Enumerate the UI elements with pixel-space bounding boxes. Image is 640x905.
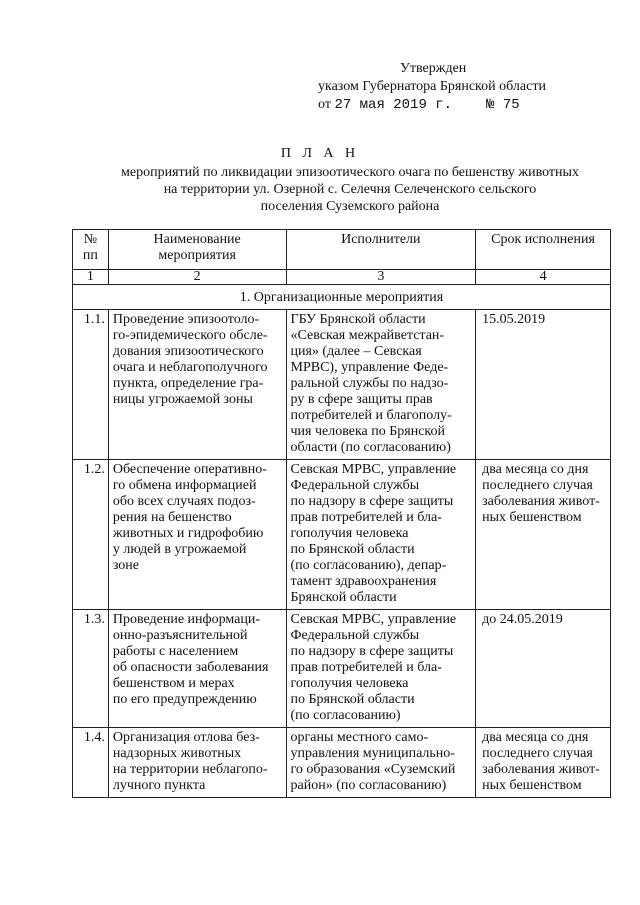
row-deadline — [476, 728, 611, 798]
approval-authority: указом Губернатора Брянской области — [318, 79, 546, 94]
table-row — [73, 310, 611, 460]
header-name-line: Наименование — [153, 232, 241, 247]
row-executors-line: чия человека по Брянской — [290, 424, 446, 439]
row-executors-line: МРВС), управление Феде- — [290, 360, 449, 375]
table-row — [73, 728, 611, 798]
header-deadline-line: Срок исполнения — [491, 232, 595, 247]
row-deadline-line: последнего случая — [482, 478, 593, 493]
header-executors — [286, 230, 476, 270]
row-executors-line: Федеральной службы — [290, 628, 420, 643]
row-name-line: об опасности заболевания — [112, 660, 269, 675]
header-name-line: мероприятия — [158, 248, 236, 263]
row-executors-line: «Севская межрайветстан- — [290, 328, 445, 343]
row-name — [108, 310, 286, 460]
row-deadline-line: 15.05.2019 — [482, 312, 546, 327]
column-index: 2 — [108, 270, 286, 285]
row-name-line: бешенством и мерах — [112, 676, 235, 691]
row-name-line: зоне — [112, 558, 139, 573]
row-deadline — [476, 460, 611, 610]
row-executors-line: (по согласованию) — [290, 708, 401, 723]
subtitle-line: мероприятий по ликвидации эпизоотического очага по бешенству животных — [121, 165, 579, 180]
row-name-line: работы с населением — [112, 644, 239, 659]
row-executors-line: по Брянской области — [290, 542, 415, 557]
row-deadline-line: последнего случая — [482, 746, 593, 761]
row-executors-line: гополучия человека — [290, 676, 409, 691]
section-row — [73, 285, 611, 310]
table-body — [73, 310, 611, 798]
row-name-line: Организация отлова без- — [112, 730, 260, 745]
row-name-line: го обмена информацией — [112, 478, 257, 493]
row-executors — [286, 310, 476, 460]
row-executors-line: по Брянской области — [290, 692, 415, 707]
column-index: 4 — [476, 270, 611, 285]
row-executors-line: го образования «Суземский — [290, 762, 456, 777]
row-executors — [286, 728, 476, 798]
row-executors-line: ру в сфере защиты прав — [290, 392, 433, 407]
row-executors-line: район» (по согласованию) — [290, 778, 447, 793]
row-executors-line: гополучия человека — [290, 526, 409, 541]
row-executors-line: потребителей и благополу- — [290, 408, 452, 423]
row-num: 1.2. — [73, 460, 109, 610]
row-name-line: пункта, определение гра- — [112, 376, 264, 391]
row-name-line: обо всех случаях подоз- — [112, 494, 256, 509]
row-executors-line: органы местного само- — [290, 730, 429, 745]
row-name — [108, 728, 286, 798]
row-executors-line: по надзору в сфере защиты — [290, 644, 454, 659]
approval-block — [318, 60, 546, 114]
section-title: 1. Организационные мероприятия — [73, 285, 611, 310]
header-deadline — [476, 230, 611, 270]
row-num: 1.1. — [73, 310, 109, 460]
row-name-line: очага и неблагополучного — [112, 360, 268, 375]
row-deadline-line: заболевания живот- — [482, 494, 600, 509]
column-index-row — [73, 270, 611, 285]
table-row — [73, 610, 611, 728]
row-name-line: на территории неблагопо- — [112, 762, 268, 777]
row-name — [108, 460, 286, 610]
row-deadline-line: заболевания живот- — [482, 762, 600, 777]
row-executors-line: тамент здравоохранения — [290, 574, 437, 589]
row-executors-line: управления муниципально- — [290, 746, 455, 761]
row-executors-line: области (по согласованию) — [290, 440, 451, 455]
row-deadline-line: до 24.05.2019 — [482, 612, 563, 627]
row-executors-line: по надзору в сфере защиты — [290, 494, 454, 509]
plan-table — [72, 229, 611, 798]
row-executors — [286, 460, 476, 610]
row-executors-line: ральной службы по надзо- — [290, 376, 449, 391]
row-deadline — [476, 610, 611, 728]
row-name-line: у людей в угрожаемой — [112, 542, 247, 557]
row-deadline-line: два месяца со дня — [482, 462, 589, 477]
row-deadline-line: ных бешенством — [482, 778, 582, 793]
row-deadline-line: два месяца со дня — [482, 730, 589, 745]
table-row — [73, 460, 611, 610]
row-name-line: рения на бешенство — [112, 510, 232, 525]
row-executors-line: прав потребителей и бла- — [290, 510, 442, 525]
approval-date-line — [318, 96, 546, 114]
row-name-line: ницы угрожаемой зоны — [112, 392, 253, 407]
row-executors-line: Федеральной службы — [290, 478, 420, 493]
row-executors-line: Брянской области — [290, 590, 397, 605]
row-name-line: Проведение эпизоотоло- — [112, 312, 260, 327]
row-deadline — [476, 310, 611, 460]
row-name-line: животных и гидрофобию — [112, 526, 264, 541]
row-executors-line: прав потребителей и бла- — [290, 660, 442, 675]
plan-subtitle — [60, 164, 640, 215]
row-num: 1.3. — [73, 610, 109, 728]
header-num-line: № — [83, 232, 98, 247]
header-num-line: пп — [82, 248, 98, 263]
table-header-row — [73, 230, 611, 270]
subtitle-line: на территории ул. Озерной с. Селечня Селеченского сельского — [163, 182, 537, 197]
row-executors-line: ГБУ Брянской области — [290, 312, 426, 327]
approval-date-prefix: от — [318, 97, 331, 112]
approval-date: 27 мая 2019 г. — [334, 97, 453, 113]
row-executors-line: ция» (далее – Севская — [290, 344, 422, 359]
row-name-line: лучного пункта — [112, 778, 206, 793]
header-name — [108, 230, 286, 270]
column-index: 1 — [73, 270, 109, 285]
column-index: 3 — [286, 270, 476, 285]
header-num — [73, 230, 109, 270]
approval-title: Утвержден — [400, 61, 467, 76]
row-deadline-line: ных бешенством — [482, 510, 582, 525]
approval-number: № 75 — [486, 97, 520, 113]
row-executors — [286, 610, 476, 728]
row-name-line: Обеспечение оперативно- — [112, 462, 267, 477]
subtitle-line: поселения Суземского района — [260, 199, 440, 214]
row-executors-line: (по согласованию), депар- — [290, 558, 447, 573]
row-num: 1.4. — [73, 728, 109, 798]
header-executors-line: Исполнители — [341, 232, 421, 247]
row-executors-line: Севская МРВС, управление — [290, 462, 457, 477]
row-name-line: онно-разъяснительной — [112, 628, 248, 643]
row-name-line: Проведение информаци- — [112, 612, 260, 627]
row-name-line: по его предупреждению — [112, 692, 257, 707]
row-name-line: дования эпизоотического — [112, 344, 264, 359]
row-name-line: го-эпидемического обсле- — [112, 328, 268, 343]
row-executors-line: Севская МРВС, управление — [290, 612, 457, 627]
row-name-line: надзорных животных — [112, 746, 242, 761]
plan-title: П Л А Н — [280, 146, 360, 161]
row-name — [108, 610, 286, 728]
